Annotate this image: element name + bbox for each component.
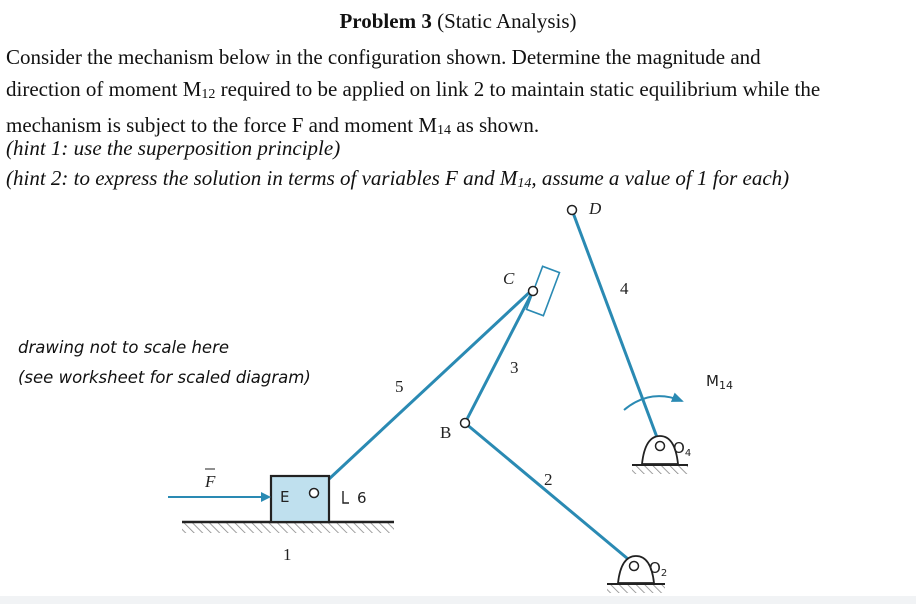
link-number-4: 4 xyxy=(620,279,629,298)
link-4 xyxy=(572,210,658,440)
pin-e xyxy=(310,489,319,498)
bottom-band xyxy=(0,596,916,604)
link-2 xyxy=(465,423,634,564)
label-o4: $O_4$ xyxy=(673,439,692,459)
link-6-leader xyxy=(343,491,349,503)
note-not-to-scale: drawing not to scale here xyxy=(18,338,230,357)
link-5 xyxy=(314,290,532,493)
link-3-rod xyxy=(465,291,533,423)
hint-1: (hint 1: use the superposition principle) xyxy=(6,136,341,160)
link-number-6: 6 xyxy=(357,489,367,507)
link-number-5: 5 xyxy=(395,377,404,396)
label-e: E xyxy=(280,488,290,506)
label-f: F xyxy=(205,472,216,491)
pin-o2 xyxy=(630,562,639,571)
pin-d xyxy=(568,206,577,215)
moment-m14-arrow xyxy=(624,396,682,410)
label-o2: $O_2$ xyxy=(649,559,668,579)
label-c: C xyxy=(503,269,515,288)
problem-title-bold: Problem 3 xyxy=(339,9,432,33)
statement-line-1: Consider the mechanism below in the configuration shown. Determine the magnitude and xyxy=(6,45,761,69)
statement-line-2: direction of moment $M_{12}$ required to be applied on link 2 to maintain static equilibrium while the xyxy=(6,76,821,102)
problem-title-rest: (Static Analysis) xyxy=(437,9,577,33)
hint-2: (hint 2: to express the solution in terms of variables F and $M_{14}$, assume a value of 1 for each) xyxy=(6,166,790,191)
label-b: B xyxy=(440,423,452,442)
pin-b xyxy=(461,419,470,428)
pin-c xyxy=(529,287,538,296)
note-see-worksheet: (see worksheet for scaled diagram) xyxy=(18,368,311,387)
pin-o4 xyxy=(656,442,665,451)
slider-ground xyxy=(182,522,394,533)
label-d: D xyxy=(589,199,602,218)
label-m14: $M_{14}$ xyxy=(706,372,733,392)
statement-line-3: mechanism is subject to the force F and moment $M_{14}$ as shown. xyxy=(6,113,540,138)
link-number-1: 1 xyxy=(283,545,292,564)
link-number-2: 2 xyxy=(544,470,553,489)
link-number-3: 3 xyxy=(510,358,519,377)
